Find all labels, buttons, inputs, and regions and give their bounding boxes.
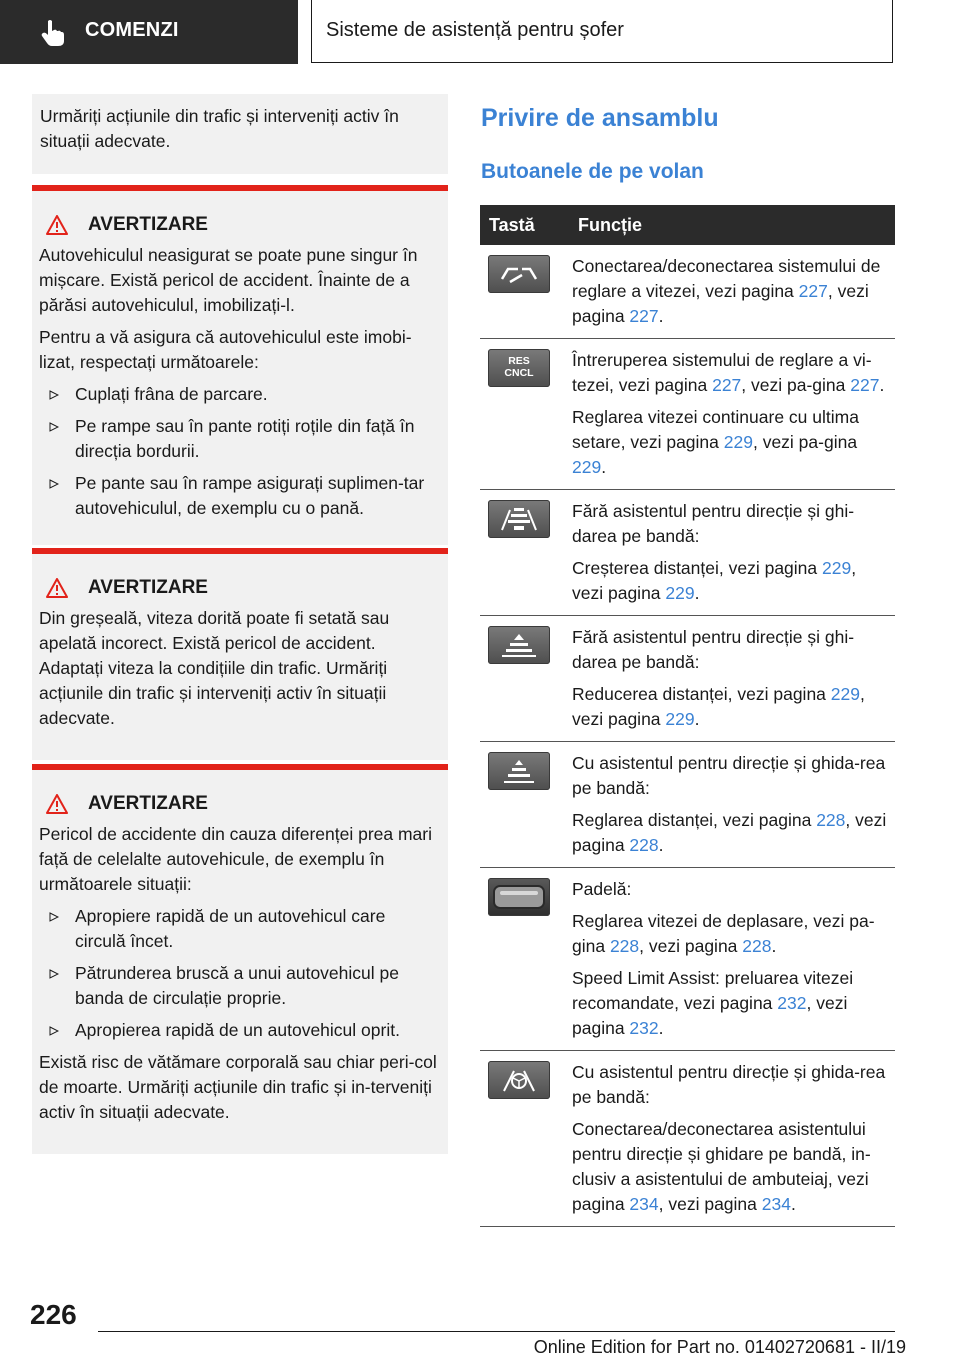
warning-box (32, 185, 448, 545)
bullet-triangle-icon (49, 390, 59, 400)
bullet-triangle-icon (49, 912, 59, 922)
list-item: Pătrunderea bruscă a unui autovehicul pe banda de circulație proprie. (39, 961, 440, 1011)
distance-decrease-icon (488, 626, 550, 664)
function-text: Întreruperea sistemului de reglare a vi‐tezei, vezi pagina 227, vezi pa‐gina 227. (572, 350, 885, 395)
list-item: Pe rampe sau în pante rotiți roțile din față în direcția bordurii. (39, 414, 440, 464)
continuation-box (32, 94, 448, 174)
steering-assistant-icon (488, 1061, 550, 1099)
section-tab (0, 0, 298, 64)
hand-pointer-icon (40, 19, 66, 47)
warning-box (32, 764, 448, 1154)
function-text: Fără asistentul pentru direcție și ghi‐darea pe bandă: (572, 627, 855, 672)
table-row (480, 1051, 895, 1227)
edition-note: Online Edition for Part no. 01402720681 - II/19 (533, 1337, 906, 1357)
bullet-triangle-icon (49, 479, 59, 489)
list-item: Cuplați frâna de parcare. (39, 382, 440, 407)
warning-closing: Există risc de vătămare corporală sau chiar peri‐col de moarte. Urmăriți acțiunile din trafic și in‐terveniți activ în situații adecvate. (39, 1052, 437, 1122)
warning-paragraph: Autovehiculul neasigurat se poate pune singur în mișcare. Există pericol de accident. Înainte de a părăsi autovehiculul, imobilizați-l. (39, 245, 418, 315)
section-heading: Privire de ansamblu (481, 104, 719, 132)
list-item: Pe pante sau în rampe asigurați suplimen‐tar autovehiculul, de exemplu cu o pană. (39, 471, 440, 521)
page-number: 226 (30, 1299, 77, 1330)
table-row (480, 868, 895, 1051)
function-text: Conectarea/deconectarea sistemului de reglare a vitezei, vezi pagina 227, vezi pagina 227. (572, 256, 881, 326)
function-text: Reglarea distanței, vezi pagina 228, vezi pagina 228. (572, 810, 887, 855)
footer-divider (98, 1331, 895, 1332)
function-text: Speed Limit Assist: preluarea vitezei recomandate, vezi pagina 232, vezi pagina 232. (572, 968, 854, 1038)
bullet-triangle-icon (49, 1026, 59, 1036)
warning-paragraph: Pentru a vă asigura că autovehiculul este imobi‐lizat, respectați următoarele: (39, 327, 412, 372)
chapter-title-box (311, 0, 893, 63)
table-row (480, 742, 895, 868)
function-text: Cu asistentul pentru direcție și ghida‐rea pe bandă: (572, 1062, 886, 1107)
rocker-paddle-icon (488, 878, 550, 916)
distance-setting-icon (488, 752, 550, 790)
function-text: Reglarea vitezei de deplasare, vezi pa‐gina 228, vezi pagina 228. (572, 911, 875, 956)
buttons-table (480, 205, 895, 1227)
function-text: Fără asistentul pentru direcție și ghi‐darea pe bandă: (572, 501, 855, 546)
list-item: Apropierea rapidă de un autovehicul oprit. (39, 1018, 440, 1043)
column-header-key: Tastă (480, 205, 572, 245)
res-cncl-icon: RES CNCL (488, 349, 550, 387)
function-text: Conectarea/deconectarea asistentului pentru direcție și ghidare pe bandă, in‐clusiv a asistentului de ambuteiaj, vezi pagina 234, vezi pagina 234. (572, 1119, 871, 1214)
function-text: Cu asistentul pentru direcție și ghida‐rea pe bandă: (572, 753, 886, 798)
warning-paragraph: Pericol de accidente din cauza diferenței prea mari față de celelalte autovehicule, de exemplu în următoarele situații: (39, 824, 432, 894)
chapter-title: Sisteme de asistență pentru șofer (326, 19, 624, 41)
function-text: Reglarea vitezei continuare cu ultima setare, vezi pagina 229, vezi pa‐gina 229. (572, 407, 859, 477)
table-row (480, 616, 895, 742)
column-header-function: Funcție (572, 205, 895, 245)
table-row (480, 245, 895, 339)
bullet-triangle-icon (49, 969, 59, 979)
continuation-text: Urmăriți acțiunile din trafic și interveniți activ în situații adecvate. (40, 106, 399, 151)
function-text: Reducerea distanței, vezi pagina 229, vezi pagina 229. (572, 684, 865, 729)
cruise-on-off-icon (488, 255, 550, 293)
warning-label: AVERTIZARE (88, 577, 208, 598)
function-text: Padelă: (572, 879, 632, 899)
section-name: COMENZI (85, 19, 179, 41)
table-row (480, 339, 895, 490)
distance-increase-icon (488, 500, 550, 538)
warning-label: AVERTIZARE (88, 214, 208, 235)
table-row (480, 490, 895, 616)
bullet-triangle-icon (49, 422, 59, 432)
list-item: Apropiere rapidă de un autovehicul care circulă încet. (39, 904, 440, 954)
warning-triangle-icon (46, 215, 68, 235)
warning-paragraph: Din greșeală, viteza dorită poate fi setată sau apelată incorect. Există pericol de accident. Adaptați viteza la condițiile din trafic. Urmăriți acțiunile din trafic și interveniți activ în situații adecvate. (39, 608, 390, 728)
warning-triangle-icon (46, 578, 68, 598)
function-text: Creșterea distanței, vezi pagina 229, vezi pagina 229. (572, 558, 857, 603)
section-subheading: Butoanele de pe volan (481, 160, 704, 183)
warning-label: AVERTIZARE (88, 793, 208, 814)
warning-box (32, 548, 448, 760)
warning-triangle-icon (46, 794, 68, 814)
